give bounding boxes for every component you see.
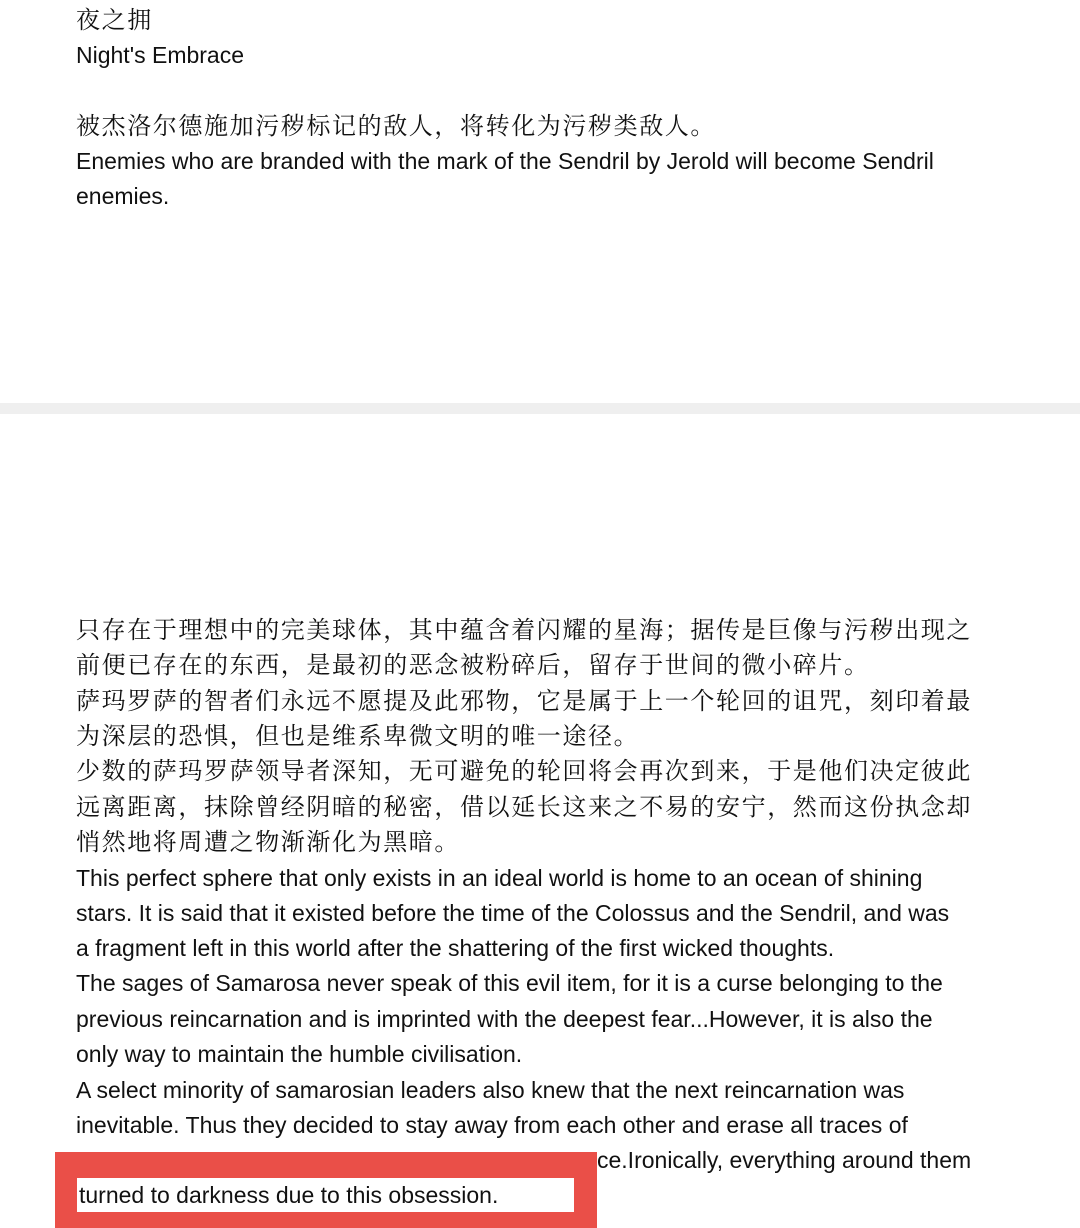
lore-zh-line: 悄然地将周遭之物渐渐化为黑暗。 (76, 828, 460, 856)
lore-en-line: only way to maintain the humble civilisation. (76, 1041, 523, 1067)
item-description-en-line: Enemies who are branded with the mark of the Sendril by Jerold will become Sendril (76, 148, 934, 174)
page-separator (0, 403, 1080, 414)
item-title-zh: 夜之拥 (76, 6, 153, 34)
lore-en-line: a fragment left in this world after the shattering of the first wicked thoughts. (76, 935, 835, 961)
item-title-en: Night's Embrace (76, 42, 245, 68)
lore-en-line-partial: ce.Ironically, everything around them (597, 1147, 972, 1173)
lore-en-line: previous reincarnation and is imprinted with the deepest fear...However, it is also the (76, 1006, 933, 1032)
lore-en-line: A select minority of samarosian leaders also knew that the next reincarnation was (76, 1077, 905, 1103)
lore-zh-line: 前便已存在的东西，是最初的恶念被粉碎后，留存于世间的微小碎片。 (76, 651, 870, 679)
highlighted-text: turned to darkness due to this obsession. (79, 1182, 499, 1208)
lore-zh-line: 只存在于理想中的完美球体，其中蕴含着闪耀的星海；据传是巨像与污秽出现之 (76, 616, 972, 644)
item-description-zh: 被杰洛尔德施加污秽标记的敌人，将转化为污秽类敌人。 (76, 112, 716, 140)
item-description-en-line: enemies. (76, 183, 170, 209)
lore-zh-line: 远离距离，抹除曾经阴暗的秘密，借以延长这来之不易的安宁，然而这份执念却 (76, 793, 972, 821)
lore-en-line: This perfect sphere that only exists in an ideal world is home to an ocean of shining (76, 865, 923, 891)
lore-zh-line: 为深层的恐惧，但也是维系卑微文明的唯一途径。 (76, 722, 640, 750)
lore-zh-line: 萨玛罗萨的智者们永远不愿提及此邪物，它是属于上一个轮回的诅咒，刻印着最 (76, 687, 972, 715)
lore-en-line: The sages of Samarosa never speak of this evil item, for it is a curse belonging to the (76, 970, 943, 996)
lore-en-line: inevitable. Thus they decided to stay away from each other and erase all traces of (76, 1112, 908, 1138)
lore-en-line: stars. It is said that it existed before the time of the Colossus and the Sendril, and was (76, 900, 950, 926)
lore-zh-line: 少数的萨玛罗萨领导者深知，无可避免的轮回将会再次到来，于是他们决定彼此 (76, 757, 972, 785)
